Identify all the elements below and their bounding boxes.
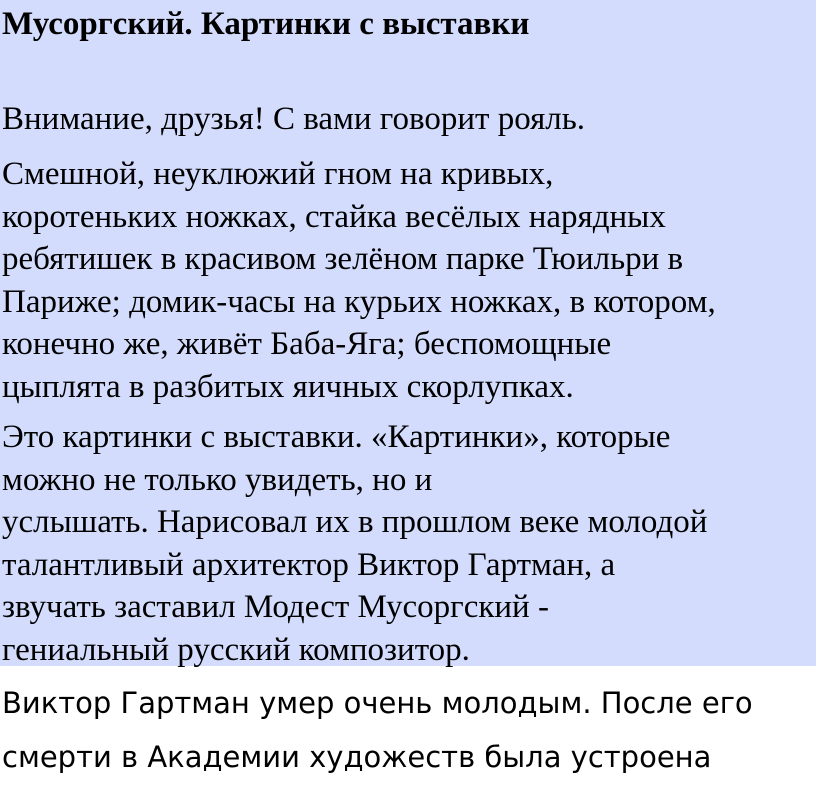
text-line: конечно же, живёт Баба-Яга; беспомощные (2, 326, 612, 363)
text-line: коротеньких ножках, стайка весёлых нарядных (2, 198, 666, 235)
slide-title: Мусоргский. Картинки с выставки (2, 6, 530, 42)
text-line: ребятишек в красивом зелёном парке Тюильри в (2, 241, 684, 278)
text-line: смерти в Академии художеств была устроена (2, 740, 712, 774)
text-line: Париже; домик-часы на курьих ножках, в котором, (2, 283, 716, 320)
text-line: Это картинки с выставки. «Картинки», которые (2, 419, 671, 455)
text-line: талантливый архитектор Виктор Гартман, а (2, 546, 616, 583)
paragraph-authors (2, 416, 814, 672)
text-line: Внимание, друзья! С вами говорит рояль. (2, 101, 586, 137)
text-line: цыплята в разбитых яичных скорлупках. (2, 368, 574, 405)
text-line: гениальный русский композитор. (2, 631, 470, 668)
text-line: Виктор Гартман умер очень молодым. После его (2, 686, 753, 720)
text-line: можно не только увидеть, но и (2, 461, 433, 498)
paragraph-footer (2, 676, 814, 784)
paragraph-descriptions (2, 153, 814, 409)
text-line: Смешной, неуклюжий гном на кривых, (2, 156, 554, 192)
text-line: звучать заставил Модест Мусоргский - (2, 589, 549, 626)
paragraph-intro (2, 98, 814, 141)
text-line: услышать. Нарисовал их в прошлом веке молодой (2, 504, 708, 541)
